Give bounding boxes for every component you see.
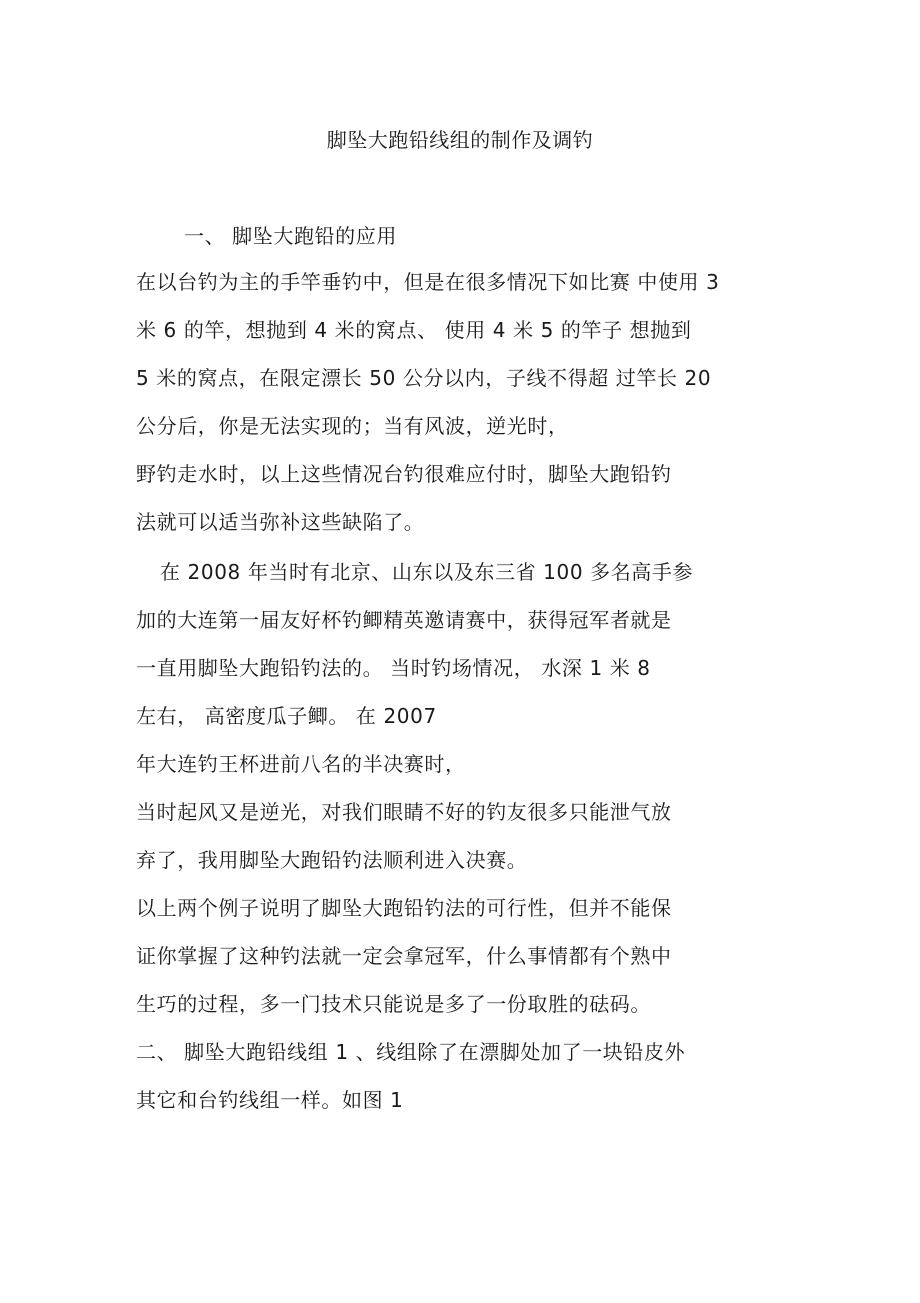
paragraph-line: 弃了，我用脚坠大跑铅钓法顺利进入决赛。 [136,848,528,872]
paragraph-line: 公分后，你是无法实现的；当有风波，逆光时， [136,414,569,438]
paragraph-line: 证你掌握了这种钓法就一定会拿冠军，什么事情都有个熟中 [136,944,672,968]
section-heading-2: 二、 脚坠大跑铅线组 1 、线组除了在漂脚处加了一块铅皮外 [136,1040,686,1064]
section-heading-1: 一、 脚坠大跑铅的应用 [184,224,397,248]
paragraph-line: 米 6 的竿，想抛到 4 米的窝点、 使用 4 米 5 的竿子 想抛到 [136,318,692,342]
document-title: 脚坠大跑铅线组的制作及调钓 [326,128,594,152]
paragraph-line: 法就可以适当弥补这些缺陷了。 [136,510,425,534]
paragraph-line: 5 米的窝点，在限定漂长 50 公分以内，子线不得超 过竿长 20 [136,366,712,390]
paragraph-line: 左右， 高密度瓜子鲫。 在 2007 [136,704,437,728]
paragraph-line: 野钓走水时，以上这些情况台钓很难应付时，脚坠大跑铅钓 [136,462,672,486]
paragraph-line: 一直用脚坠大跑铅钓法的。 当时钓场情况， 水深 1 米 8 [136,656,651,680]
paragraph-line: 年大连钓王杯进前八名的半决赛时， [136,752,466,776]
paragraph-line: 其它和台钓线组一样。如图 1 [136,1088,404,1112]
paragraph-line: 在 2008 年当时有北京、山东以及东三省 100 多名高手参 [160,560,694,584]
paragraph-line: 当时起风又是逆光，对我们眼睛不好的钓友很多只能泄气放 [136,800,672,824]
paragraph-line: 以上两个例子说明了脚坠大跑铅钓法的可行性，但并不能保 [136,896,672,920]
paragraph-line: 生巧的过程，多一门技术只能说是多了一份取胜的砝码。 [136,992,651,1016]
paragraph-line: 加的大连第一届友好杯钓鲫精英邀请赛中，获得冠军者就是 [136,608,672,632]
paragraph-line: 在以台钓为主的手竿垂钓中，但是在很多情况下如比赛 中使用 3 [136,270,720,294]
